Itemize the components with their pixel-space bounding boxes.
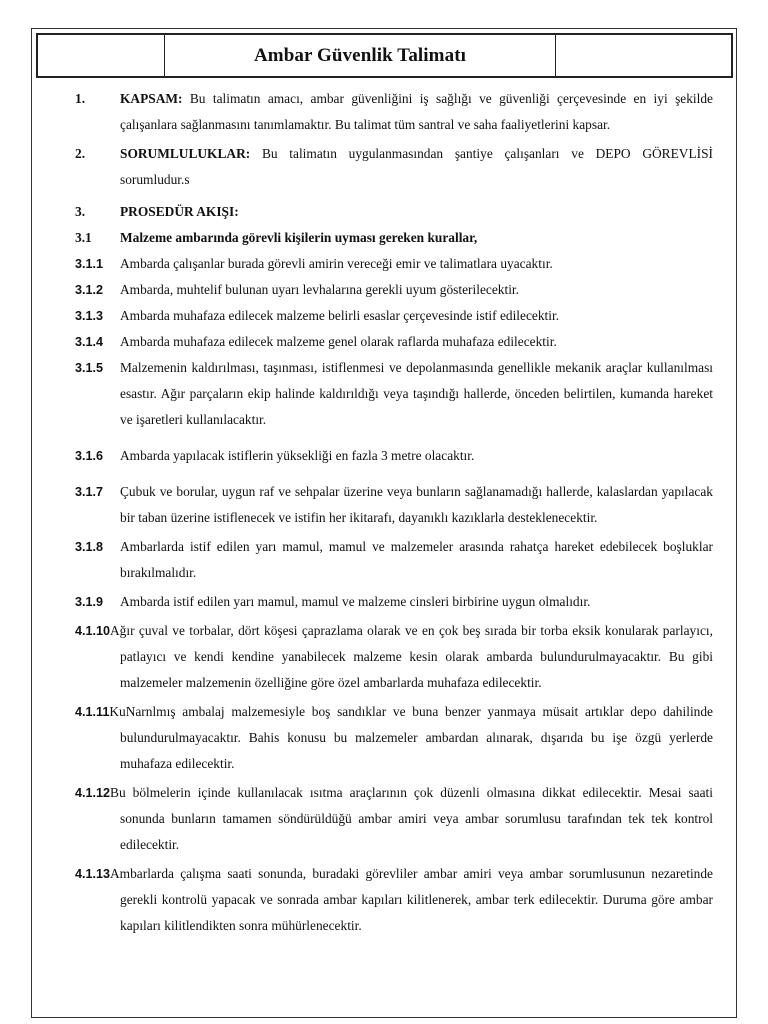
- section-heading: PROSEDÜR AKIŞI:: [120, 204, 239, 219]
- rule-number: 4.1.12: [75, 786, 111, 800]
- rule-item: [75, 861, 713, 939]
- rule-number: 3.1.8: [75, 540, 104, 554]
- rule-item: [75, 618, 713, 696]
- rule-text: Ağır çuval ve torbalar, dört köşesi çaprazlama olarak ve en çok beş sırada bir torba eksik konularak parlayıcı, patlayıcı ve kendi kendine yanabilecek malzeme kesin olarak ambarda bulundurulmayacaktır. Bu gibi malzemeler malzemenin özelliğine göre özel ambarlarda muhafaza edilecektir.: [110, 623, 713, 690]
- rule-number: 3.1.2: [75, 283, 104, 297]
- rule-item: [75, 443, 713, 469]
- header-info-cell: [556, 35, 731, 76]
- rule-item: [75, 277, 713, 303]
- document-title: Ambar Güvenlik Talimatı: [165, 35, 556, 76]
- section-scope: [75, 86, 713, 138]
- header-logo-cell: [38, 35, 165, 76]
- rule-item: [75, 329, 713, 355]
- section-rules-heading: [75, 225, 713, 251]
- section-number: 1.: [75, 91, 86, 106]
- rule-item: [75, 534, 713, 586]
- rule-text: Ambarda muhafaza edilecek malzeme belirli esaslar çerçevesinde istif edilecektir.: [120, 308, 560, 323]
- section-text: Bu talimatın amacı, ambar güvenliğini iş sağlığı ve güvenliği çerçevesinde en iyi şekilde çalışanlara sağlanmasını tanımlamaktır. Bu talimat tüm santral ve saha faaliyetlerini kapsar.: [120, 91, 713, 132]
- section-heading: Malzeme ambarında görevli kişilerin uyması gereken kurallar,: [120, 230, 478, 245]
- rule-number: 3.1.9: [75, 595, 104, 609]
- rule-text: Ambarlarda istif edilen yarı mamul, mamul ve malzemeler arasında rahatça hareket edebilecek boşluklar bırakılmalıdır.: [120, 539, 713, 580]
- section-text: Bu talimatın uygulanmasından şantiye çalışanları ve DEPO GÖREVLİSİ sorumludur.s: [120, 146, 713, 187]
- rule-number: 3.1.4: [75, 335, 104, 349]
- rule-number: 4.1.13: [75, 867, 111, 881]
- rule-item: [75, 699, 713, 777]
- rule-item: [75, 303, 713, 329]
- rule-number: 3.1.3: [75, 309, 104, 323]
- rule-item: [75, 479, 713, 531]
- rule-number: 3.1.6: [75, 449, 104, 463]
- rule-text: Ambarda yapılacak istiflerin yüksekliği en fazla 3 metre olacaktır.: [120, 448, 475, 463]
- rule-text: Çubuk ve borular, uygun raf ve sehpalar üzerine veya bunların sağlanamadığı hallerde, kalaslardan yapılacak bir taban üzerine istiflenecek ve istifin her ikitarafı, dayanıklı kazıklarla desteklenecektir.: [120, 484, 713, 525]
- rule-item: [75, 780, 713, 858]
- rule-item: [75, 251, 713, 277]
- rule-text: Ambarda çalışanlar burada görevli amirin vereceği emir ve talimatlara uyacaktır.: [120, 256, 553, 271]
- rule-text: Malzemenin kaldırılması, taşınması, istiflenmesi ve depolanmasında genellikle mekanik araçlar kullanılması esastır. Ağır parçaların ekip halinde kaldırıldığı veya taşındığı hallerde, önceden belirtilen, kumanda hareket ve işaretleri kullanılacaktır.: [120, 360, 713, 427]
- rule-number: 3.1.5: [75, 361, 104, 375]
- document-body: [75, 86, 713, 939]
- rule-number: 3.1.7: [75, 485, 104, 499]
- rule-text: Ambarda istif edilen yarı mamul, mamul ve malzeme cinsleri birbirine uygun olmalıdır.: [120, 594, 591, 609]
- rule-text: Bu bölmelerin içinde kullanılacak ısıtma araçlarının çok düzenli olmasına dikkat edilecektir. Mesai saati sonunda bunların tamamen söndürüldüğü ambar amiri veya ambar sorumlusu tarafından tek tek kontrol edilecektir.: [110, 785, 713, 852]
- rule-text: Ambarda, muhtelif bulunan uyarı levhalarına gerekli uyum gösterilecektir.: [120, 282, 519, 297]
- section-number: 3.1: [75, 230, 92, 245]
- section-heading: KAPSAM:: [120, 91, 183, 106]
- rule-item: [75, 355, 713, 433]
- rule-text: Ambarda muhafaza edilecek malzeme genel olarak raflarda muhafaza edilecektir.: [120, 334, 557, 349]
- rule-text: KuNarnlmış ambalaj malzemesiyle boş sandıklar ve buna benzer yanmaya müsait artıklar depo dahilinde bulundurulmayacaktır. Bahis konusu bu malzemeler ambardan alınarak, dışarıda bu işe özgü yerlerde muhafaza edilecektir.: [109, 704, 713, 771]
- section-number: 3.: [75, 204, 86, 219]
- section-heading: SORUMLULUKLAR:: [120, 146, 251, 161]
- section-number: 2.: [75, 146, 86, 161]
- section-procedure: [75, 199, 713, 225]
- rule-text: Ambarlarda çalışma saati sonunda, buradaki görevliler ambar amiri veya ambar sorumlusunun nezaretinde gerekli kontrolü yapacak ve sonrada ambar kapıları kilitlenerek, ambar terk edilecektir. Duruma göre ambar kapıları kilitlendikten sonra mühürlenecektir.: [110, 866, 713, 933]
- rule-number: 3.1.1: [75, 257, 104, 271]
- document-header: [36, 33, 733, 78]
- section-responsibilities: [75, 141, 713, 193]
- rule-number: 4.1.11: [75, 705, 110, 719]
- rule-number: 4.1.10: [75, 624, 111, 638]
- rule-item: [75, 589, 713, 615]
